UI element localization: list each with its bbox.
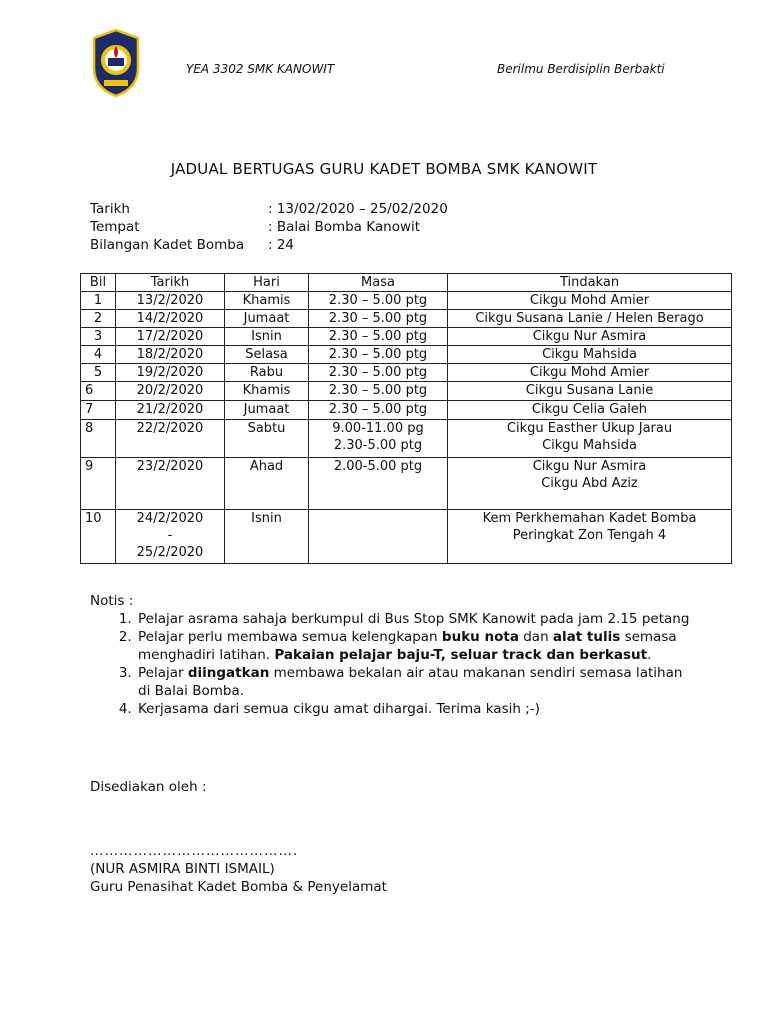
col-tarikh: Tarikh (116, 274, 225, 292)
cell-tindakan-line: Cikgu Mahsida (542, 438, 637, 453)
cell-masa-line: 2.30 – 5.00 ptg (328, 383, 428, 398)
notes-text: . (647, 647, 652, 663)
cell-hari: Isnin (225, 510, 309, 564)
notes-bold-text: diingatkan (187, 665, 270, 681)
cell-hari: Khamis (225, 382, 309, 401)
cell-tarikh: 19/2/2020 (116, 364, 225, 382)
cell-masa-line: 9.00-11.00 pg (332, 421, 424, 436)
notes-item (136, 610, 690, 628)
info-label: Bilangan Kadet Bomba (90, 237, 245, 253)
cell-tarikh-line: 25/2/2020 (136, 545, 204, 560)
cell-tindakan (448, 364, 732, 382)
cell-tarikh: 13/2/2020 (116, 292, 225, 310)
cell-tarikh: 23/2/2020 (116, 458, 225, 510)
table-row (81, 420, 732, 458)
cell-bil: 5 (81, 364, 116, 382)
cell-hari: Khamis (225, 292, 309, 310)
cell-tindakan-line: Cikgu Nur Asmira (532, 459, 647, 474)
cell-masa (309, 458, 448, 510)
cell-tindakan-line: Peringkat Zon Tengah 4 (512, 528, 667, 543)
cell-tindakan (448, 382, 732, 401)
info-label: Tarikh (90, 201, 130, 217)
notes-text: Pelajar (138, 665, 188, 681)
cell-tindakan-line: Cikgu Susana Lanie (525, 383, 654, 398)
table-row (81, 401, 732, 420)
cell-hari: Rabu (225, 364, 309, 382)
header-school-code: YEA 3302 SMK KANOWIT (186, 62, 335, 76)
info-value: : Balai Bomba Kanowit (268, 219, 421, 235)
cell-masa-line: 2.30 – 5.00 ptg (328, 311, 428, 326)
cell-tarikh-line: - (167, 528, 173, 543)
cell-masa (309, 346, 448, 364)
col-tindakan: Tindakan (448, 274, 732, 292)
cell-masa (309, 420, 448, 458)
table-row (81, 510, 732, 564)
cell-tindakan-line: Cikgu Mahsida (542, 347, 637, 362)
cell-bil: 1 (81, 292, 116, 310)
cell-tarikh: 21/2/2020 (116, 401, 225, 420)
table-row (81, 310, 732, 328)
cell-tindakan-line: Cikgu Nur Asmira (532, 329, 647, 344)
cell-bil: 6 (81, 382, 116, 401)
table-row (81, 292, 732, 310)
cell-masa-line: 2.00-5.00 ptg (333, 459, 423, 474)
cell-masa (309, 310, 448, 328)
cell-tindakan (448, 510, 732, 564)
cell-masa-line: 2.30-5.00 ptg (333, 438, 423, 453)
col-bil: Bil (81, 274, 116, 292)
cell-tindakan (448, 346, 732, 364)
cell-masa-line: 2.30 – 5.00 ptg (328, 293, 428, 308)
cell-tarikh-line: 24/2/2020 (136, 511, 204, 526)
cell-bil: 9 (81, 458, 116, 510)
header-motto: Berilmu Berdisiplin Berbakti (497, 62, 665, 76)
cell-masa (309, 328, 448, 346)
schedule-table (80, 273, 732, 564)
table-row (81, 328, 732, 346)
cell-tindakan-line: Cikgu Mohd Amier (529, 293, 650, 308)
cell-tarikh: 17/2/2020 (116, 328, 225, 346)
cell-tindakan-line: Cikgu Easther Ukup Jarau (506, 421, 673, 436)
cell-hari: Isnin (225, 328, 309, 346)
info-row (90, 200, 448, 218)
cell-tindakan-line: Cikgu Abd Aziz (541, 476, 638, 491)
cell-masa (309, 510, 448, 564)
signature-block (90, 778, 387, 896)
notes-text: Pelajar perlu membawa semua kelengkapan (138, 629, 442, 645)
notes-list (90, 610, 690, 718)
document-header (90, 28, 710, 100)
info-value: : 24 (268, 237, 295, 253)
signature-line: ……………………………………. (90, 843, 299, 859)
notes-bold-text: buku nota (441, 629, 519, 645)
cell-tindakan (448, 420, 732, 458)
notes-item (136, 664, 690, 700)
cell-tindakan-line: Cikgu Celia Galeh (531, 402, 648, 417)
cell-tindakan (448, 310, 732, 328)
table-header-row (81, 274, 732, 292)
table-row (81, 364, 732, 382)
table-row (81, 458, 732, 510)
cell-bil: 3 (81, 328, 116, 346)
cell-tindakan (448, 401, 732, 420)
col-hari: Hari (225, 274, 309, 292)
cell-masa-line: 2.30 – 5.00 ptg (328, 365, 428, 380)
cell-masa-line: 2.30 – 5.00 ptg (328, 347, 428, 362)
cell-tarikh (116, 510, 225, 564)
info-value: : 13/02/2020 – 25/02/2020 (268, 201, 448, 217)
cell-masa (309, 401, 448, 420)
notes-section (90, 592, 690, 718)
school-crest-logo (90, 28, 142, 98)
cell-tarikh: 20/2/2020 (116, 382, 225, 401)
prepared-by-label: Disediakan oleh : (90, 779, 207, 795)
notes-item (136, 700, 690, 718)
page-title: JADUAL BERTUGAS GURU KADET BOMBA SMK KANOWIT (170, 160, 598, 178)
cell-tarikh: 18/2/2020 (116, 346, 225, 364)
cell-hari: Selasa (225, 346, 309, 364)
table-row (81, 346, 732, 364)
signatory-name: (NUR ASMIRA BINTI ISMAIL) (90, 861, 275, 877)
cell-masa-line: 2.30 – 5.00 ptg (328, 329, 428, 344)
cell-hari: Sabtu (225, 420, 309, 458)
cell-bil: 8 (81, 420, 116, 458)
notes-text: membawa bekalan air atau makanan sendiri semasa latihan di Balai Bomba. (138, 665, 683, 699)
notes-text: semasa menghadiri latihan. (138, 629, 677, 663)
col-masa: Masa (309, 274, 448, 292)
cell-masa (309, 382, 448, 401)
notes-text: Kerjasama dari semua cikgu amat dihargai. Terima kasih ;-) (138, 701, 540, 717)
cell-bil: 10 (81, 510, 116, 564)
cell-tindakan (448, 458, 732, 510)
cell-tindakan-line: Cikgu Mohd Amier (529, 365, 650, 380)
cell-bil: 4 (81, 346, 116, 364)
cell-masa (309, 364, 448, 382)
notes-text: dan (518, 629, 553, 645)
cell-hari: Jumaat (225, 310, 309, 328)
info-label: Tempat (90, 219, 140, 235)
notes-item (136, 628, 690, 664)
cell-masa-line: 2.30 – 5.00 ptg (328, 402, 428, 417)
info-row (90, 236, 448, 254)
cell-tindakan-line: Kem Perkhemahan Kadet Bomba (482, 511, 697, 526)
info-block (90, 200, 448, 254)
cell-hari: Ahad (225, 458, 309, 510)
cell-tindakan (448, 328, 732, 346)
notes-text: Pelajar asrama sahaja berkumpul di Bus Stop SMK Kanowit pada jam 2.15 petang (138, 611, 690, 627)
info-row (90, 218, 448, 236)
cell-tindakan-line: Cikgu Susana Lanie / Helen Berago (475, 311, 704, 326)
cell-tarikh: 14/2/2020 (116, 310, 225, 328)
cell-tindakan (448, 292, 732, 310)
signatory-position: Guru Penasihat Kadet Bomba & Penyelamat (90, 879, 387, 895)
notes-bold-text: alat tulis (552, 629, 621, 645)
table-row (81, 382, 732, 401)
notes-heading: Notis : (90, 593, 134, 609)
notes-bold-text: Pakaian pelajar baju-T, seluar track dan berkasut (274, 647, 648, 663)
cell-tarikh: 22/2/2020 (116, 420, 225, 458)
cell-hari: Jumaat (225, 401, 309, 420)
cell-bil: 2 (81, 310, 116, 328)
cell-bil: 7 (81, 401, 116, 420)
cell-masa (309, 292, 448, 310)
